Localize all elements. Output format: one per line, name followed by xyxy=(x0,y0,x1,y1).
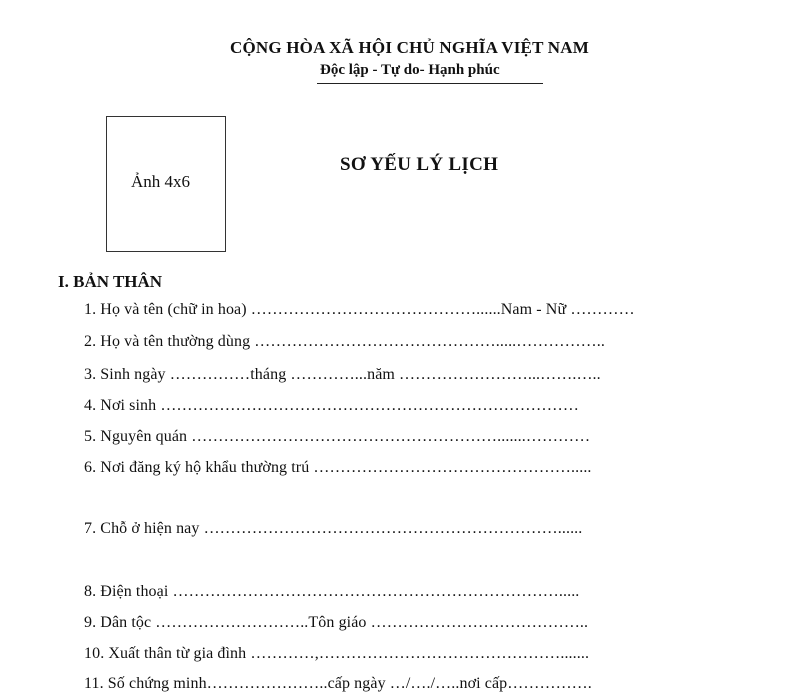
photo-label: Ảnh 4x6 xyxy=(131,172,191,191)
field-current-address: 7. Chỗ ở hiện nay …………………………………………………………...... xyxy=(84,520,583,537)
field-ethnicity-religion: 9. Dân tộc ………………………..Tôn giáo ………………………………….. xyxy=(84,614,589,631)
field-phone: 8. Điện thoại ………………………………………………………………..... xyxy=(84,583,580,600)
field-family-background: 10. Xuất thân từ gia đình …………,………………………………………....... xyxy=(84,645,590,662)
motto-underline xyxy=(317,83,543,84)
national-motto: Độc lập - Tự do- Hạnh phúc xyxy=(320,62,500,78)
field-place-of-birth: 4. Nơi sinh …………………………………………………………………… xyxy=(84,397,579,414)
field-common-name: 2. Họ và tên thường dùng ……………………………………….....…………….. xyxy=(84,333,605,350)
field-permanent-residence: 6. Nơi đăng ký hộ khẩu thường trú …………………………………………..... xyxy=(84,459,592,476)
section-title: I. BẢN THÂN xyxy=(58,272,163,291)
national-title: CỘNG HÒA XÃ HỘI CHỦ NGHĨA VIỆT NAM xyxy=(230,38,589,57)
document-title: SƠ YẾU LÝ LỊCH xyxy=(340,154,499,175)
field-full-name: 1. Họ và tên (chữ in hoa) ……………………………………......Nam - Nữ ………… xyxy=(84,301,635,318)
field-hometown: 5. Nguyên quán ………………………………………………….......………… xyxy=(84,428,591,445)
field-date-of-birth: 3. Sinh ngày ……………tháng …………...năm ……………………...…….….. xyxy=(84,366,601,383)
field-id-number: 11. Số chứng minh…………………..cấp ngày …/…./…..nơi cấp……………. xyxy=(84,675,592,692)
photo-placeholder-box xyxy=(106,116,226,252)
